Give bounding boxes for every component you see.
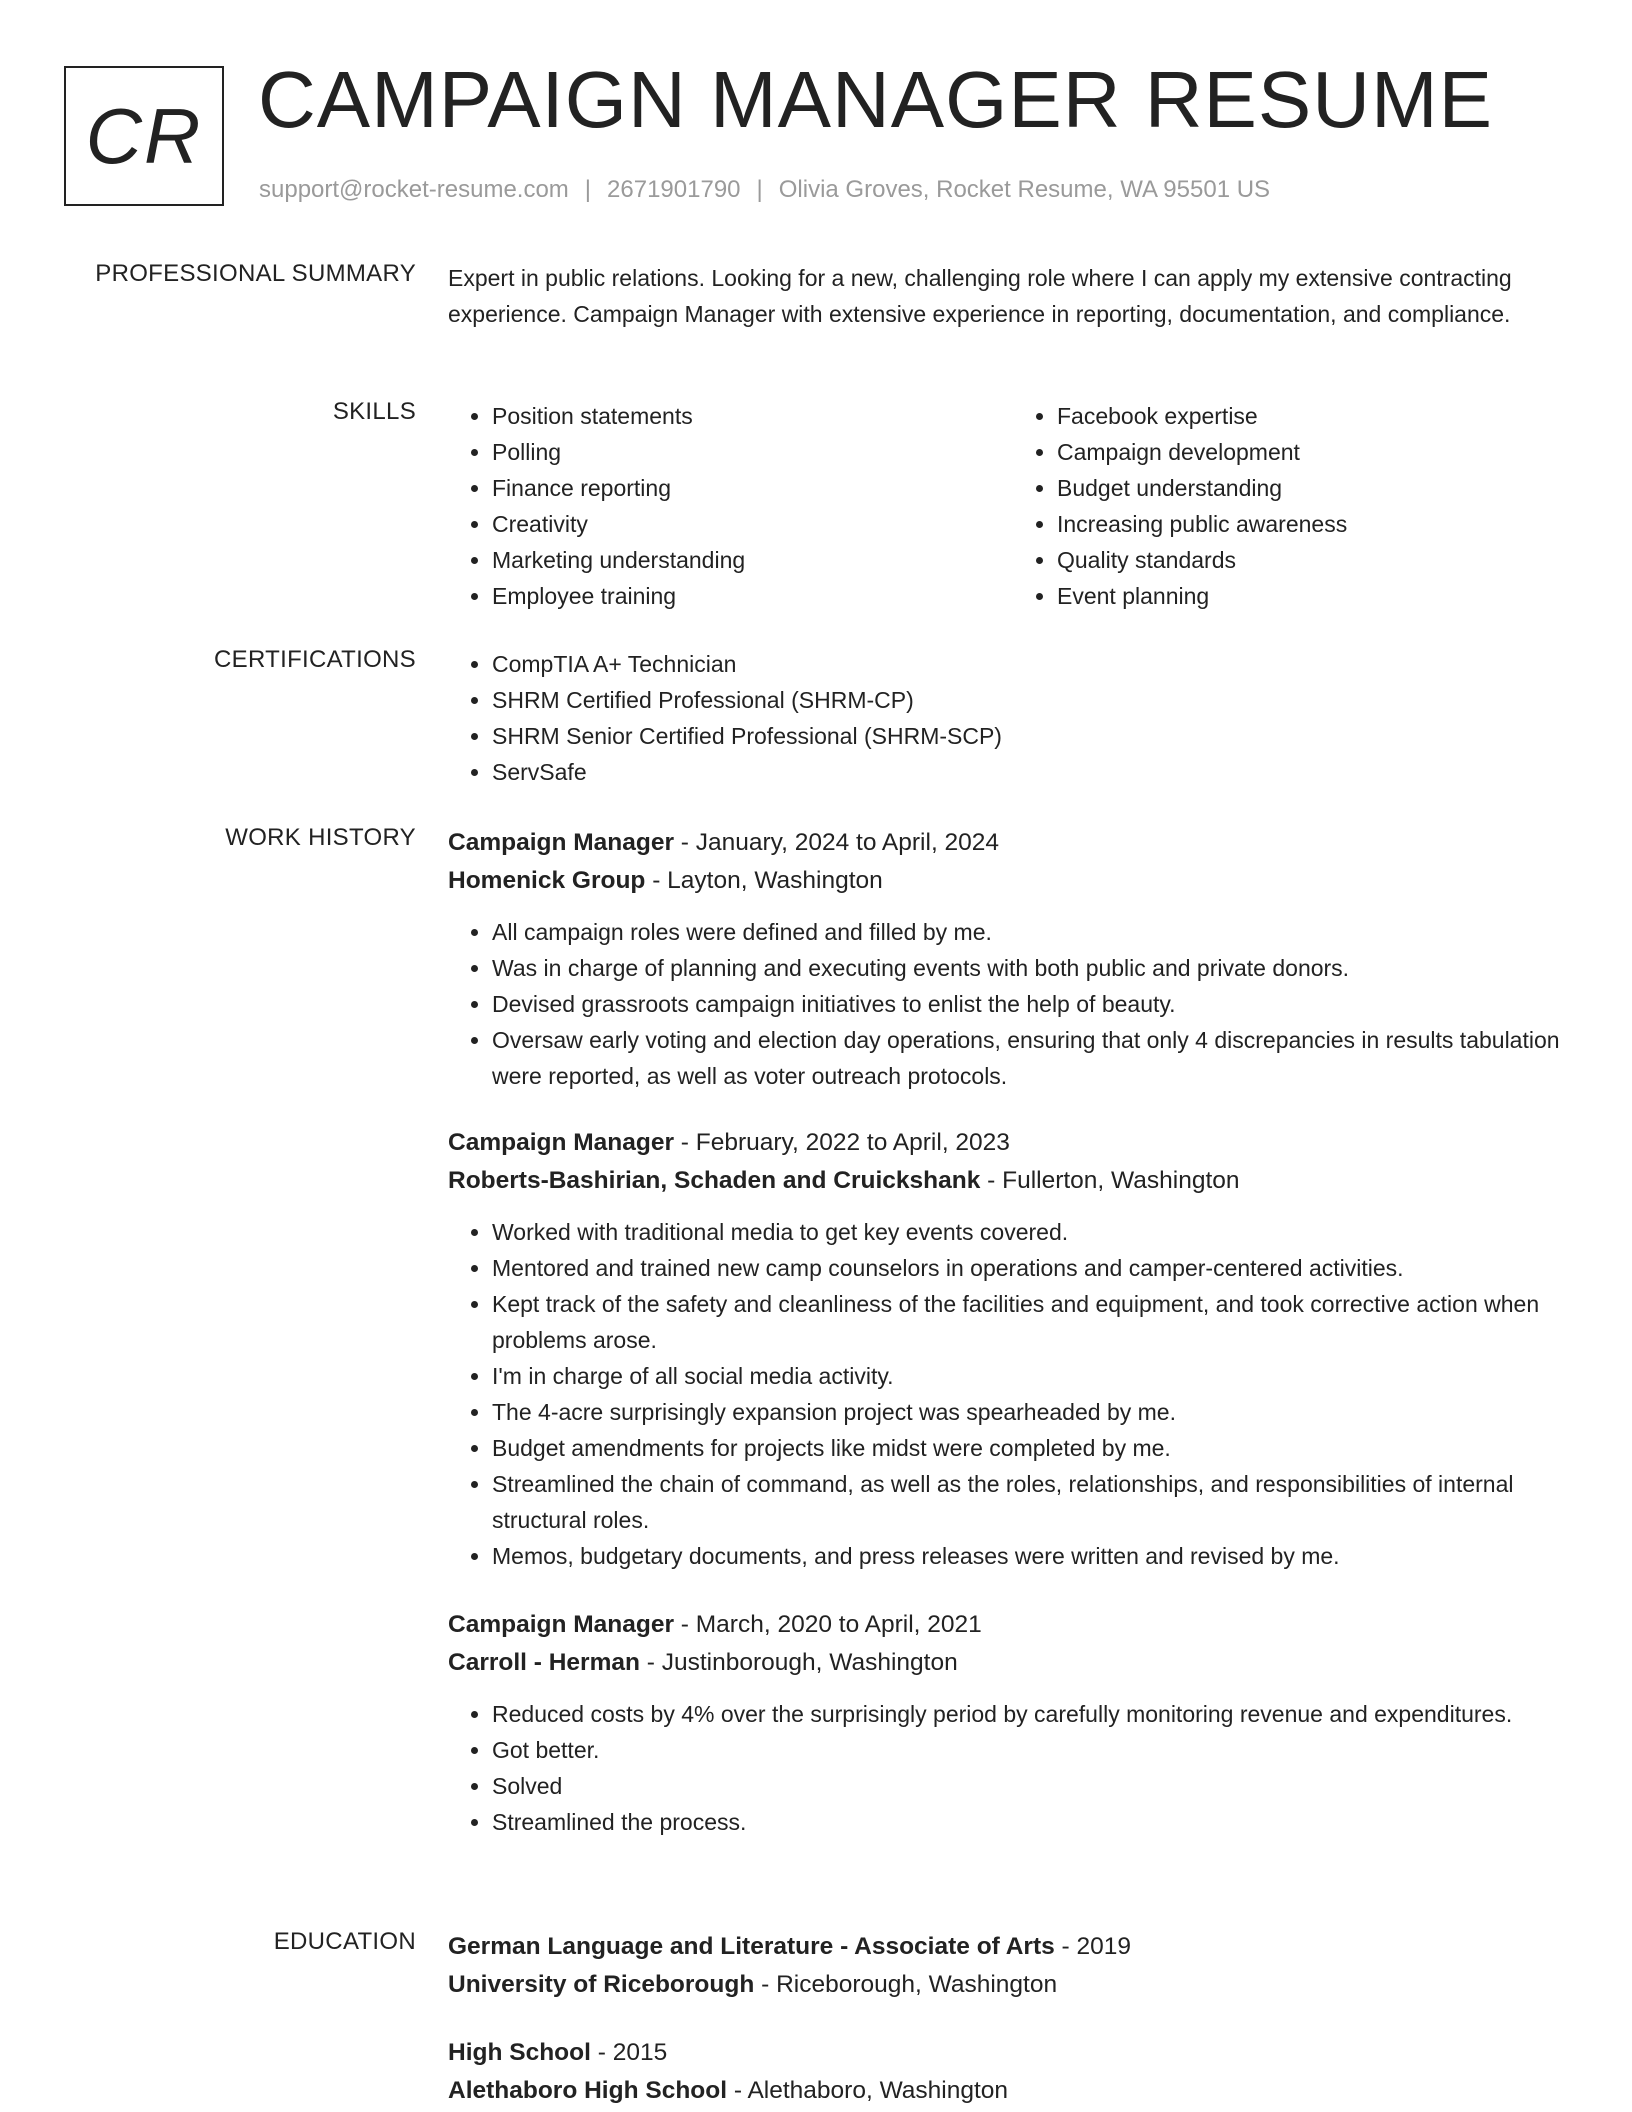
education-degree-line bbox=[448, 1928, 1578, 1966]
job-bullet: • Mentored and trained new camp counselors in operations and camper-centered activities. bbox=[492, 1250, 1578, 1286]
job-company: Homenick Group bbox=[448, 867, 646, 894]
job-bullet: • Memos, budgetary documents, and press releases were written and revised by me. bbox=[492, 1538, 1578, 1574]
job-location: - Fullerton, Washington bbox=[980, 1167, 1240, 1194]
job-bullet: • Worked with traditional media to get key events covered. bbox=[492, 1214, 1578, 1250]
skill-item: • Campaign development bbox=[1057, 434, 1578, 470]
job-company-line bbox=[448, 1162, 1578, 1200]
job-entry bbox=[448, 1606, 1578, 1840]
summary-text: Expert in public relations. Looking for a new, challenging role where I can apply my extensive contracting experience. Campaign Manager with extensive experience in reporting, documentation, and compliance. bbox=[448, 265, 1512, 327]
education-year: - 2015 bbox=[590, 2039, 668, 2066]
skill-item: • Creativity bbox=[492, 506, 1013, 542]
section-label-education: EDUCATION bbox=[273, 1928, 416, 1955]
education-location: - Riceborough, Washington bbox=[754, 1971, 1058, 1998]
contact-separator: | bbox=[756, 176, 763, 203]
contact-address: Olivia Groves, Rocket Resume, WA 95501 US bbox=[778, 176, 1271, 203]
certifications-list bbox=[448, 646, 1578, 790]
job-company: Carroll - Herman bbox=[448, 1649, 640, 1676]
job-company: Roberts-Bashirian, Schaden and Cruickshank bbox=[448, 1167, 981, 1194]
education-school: University of Riceborough bbox=[448, 1971, 755, 1998]
job-location: - Layton, Washington bbox=[645, 867, 883, 894]
job-bullet: • Kept track of the safety and cleanliness of the facilities and equipment, and took corrective action when problems arose. bbox=[492, 1286, 1578, 1358]
skill-item: • Marketing understanding bbox=[492, 542, 1013, 578]
skill-item: • Polling bbox=[492, 434, 1013, 470]
skill-item: • Employee training bbox=[492, 578, 1013, 614]
education-school: Alethaboro High School bbox=[448, 2077, 728, 2104]
skill-item: • Facebook expertise bbox=[1057, 398, 1578, 434]
skill-item: • Event planning bbox=[1057, 578, 1578, 614]
education-location: - Alethaboro, Washington bbox=[727, 2077, 1009, 2104]
job-title: Campaign Manager bbox=[448, 829, 674, 856]
job-title-line bbox=[448, 1124, 1578, 1162]
education-entry bbox=[448, 2034, 1578, 2110]
job-bullet: • Got better. bbox=[492, 1732, 1578, 1768]
section-label-work: WORK HISTORY bbox=[225, 824, 416, 851]
education-body bbox=[448, 1928, 1578, 2110]
job-bullet: • All campaign roles were defined and filled by me. bbox=[492, 914, 1578, 950]
skill-item: • Increasing public awareness bbox=[1057, 506, 1578, 542]
job-title-line bbox=[448, 1606, 1578, 1644]
job-title: Campaign Manager bbox=[448, 1611, 674, 1638]
certifications-items bbox=[448, 646, 1578, 790]
certification-item: • CompTIA A+ Technician bbox=[492, 646, 1578, 682]
contact-line bbox=[259, 176, 1270, 204]
job-bullet: • Was in charge of planning and executing events with both public and private donors. bbox=[492, 950, 1578, 986]
certification-item: • SHRM Certified Professional (SHRM-CP) bbox=[492, 682, 1578, 718]
education-entry bbox=[448, 1928, 1578, 2004]
skill-item: • Budget understanding bbox=[1057, 470, 1578, 506]
job-bullet: • Devised grassroots campaign initiatives to enlist the help of beauty. bbox=[492, 986, 1578, 1022]
monogram-logo: CR bbox=[64, 66, 224, 206]
section-label-certifications: CERTIFICATIONS bbox=[214, 646, 416, 673]
skills-column-left bbox=[448, 398, 1013, 614]
page-title: CAMPAIGN MANAGER RESUME bbox=[258, 55, 1493, 144]
work-history-body bbox=[448, 824, 1578, 1840]
job-title-line bbox=[448, 824, 1578, 862]
job-title: Campaign Manager bbox=[448, 1129, 674, 1156]
skill-item: • Position statements bbox=[492, 398, 1013, 434]
job-bullet: • Streamlined the chain of command, as well as the roles, relationships, and responsibilities of internal structural roles. bbox=[492, 1466, 1578, 1538]
education-school-line bbox=[448, 1966, 1578, 2004]
job-bullet: • Budget amendments for projects like midst were completed by me. bbox=[492, 1430, 1578, 1466]
job-dates: - February, 2022 to April, 2023 bbox=[674, 1129, 1010, 1156]
skills-column-right bbox=[1013, 398, 1578, 614]
job-entry bbox=[448, 1124, 1578, 1574]
job-bullet: • Streamlined the process. bbox=[492, 1804, 1578, 1840]
certification-item: • ServSafe bbox=[492, 754, 1578, 790]
job-bullets bbox=[448, 1214, 1578, 1574]
job-bullet: • Reduced costs by 4% over the surprisingly period by carefully monitoring revenue and expenditures. bbox=[492, 1696, 1578, 1732]
section-label-skills: SKILLS bbox=[332, 398, 416, 425]
job-bullet: • The 4-acre surprisingly expansion project was spearheaded by me. bbox=[492, 1394, 1578, 1430]
job-bullets bbox=[448, 1696, 1578, 1840]
education-degree: German Language and Literature - Associate of Arts bbox=[448, 1933, 1055, 1960]
job-bullet: • I'm in charge of all social media activity. bbox=[492, 1358, 1578, 1394]
certification-item: • SHRM Senior Certified Professional (SHRM-SCP) bbox=[492, 718, 1578, 754]
job-company-line bbox=[448, 862, 1578, 900]
job-entry bbox=[448, 824, 1578, 1094]
job-dates: - March, 2020 to April, 2021 bbox=[674, 1611, 982, 1638]
job-company-line bbox=[448, 1644, 1578, 1682]
skills-list bbox=[448, 398, 1578, 614]
education-degree-line bbox=[448, 2034, 1578, 2072]
section-label-summary: PROFESSIONAL SUMMARY bbox=[95, 260, 416, 287]
job-location: - Justinborough, Washington bbox=[639, 1649, 958, 1676]
contact-separator: | bbox=[584, 176, 592, 203]
education-school-line bbox=[448, 2072, 1578, 2110]
job-bullets bbox=[448, 914, 1578, 1094]
job-bullet: • Solved bbox=[492, 1768, 1578, 1804]
skill-item: • Finance reporting bbox=[492, 470, 1013, 506]
education-degree: High School bbox=[448, 2039, 591, 2066]
contact-phone: 2671901790 bbox=[607, 176, 741, 203]
job-dates: - January, 2024 to April, 2024 bbox=[674, 829, 1000, 856]
job-bullet: • Oversaw early voting and election day operations, ensuring that only 4 discrepancies in results tabulation were reported, as well as voter outreach protocols. bbox=[492, 1022, 1578, 1094]
contact-email: support@rocket-resume.com bbox=[259, 176, 569, 203]
skill-item: • Quality standards bbox=[1057, 542, 1578, 578]
education-year: - 2019 bbox=[1054, 1933, 1132, 1960]
